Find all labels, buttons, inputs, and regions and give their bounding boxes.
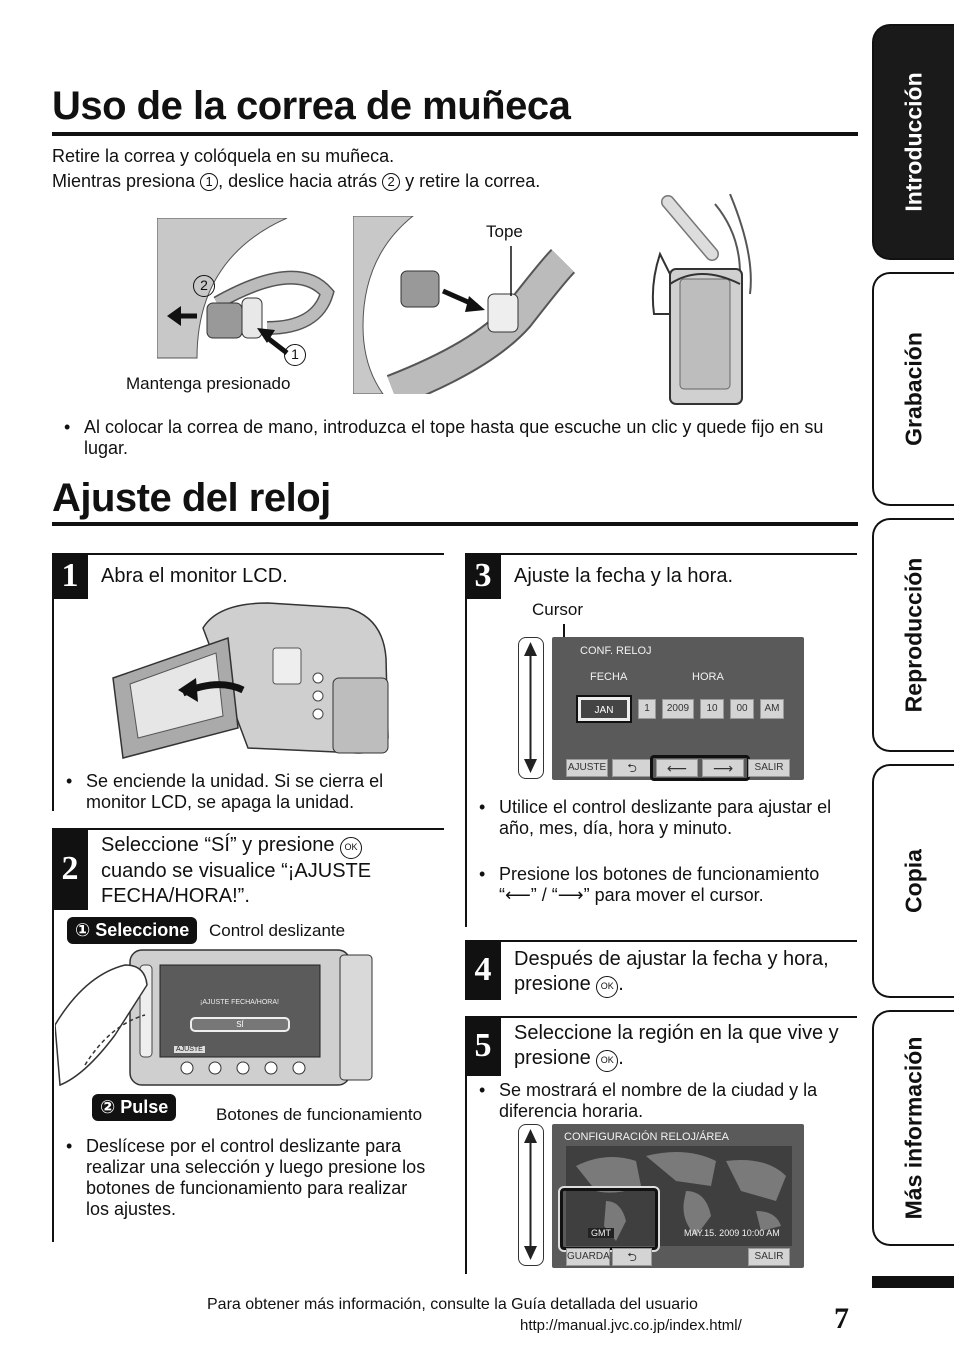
tab-introduccion[interactable]	[872, 24, 954, 260]
buttons-label: Botones de funcionamiento	[216, 1105, 423, 1124]
select-label: ① Seleccione	[67, 917, 197, 944]
step-rule	[52, 553, 444, 555]
back-button[interactable]: ⮌	[612, 1248, 652, 1266]
up-down-arrow-icon	[519, 638, 542, 777]
strap-instruction-2	[52, 169, 540, 194]
step-3-text: Ajuste la fecha y la hora.	[514, 565, 734, 587]
lcd-date-label: FECHA	[590, 671, 628, 683]
tab-mas-informacion[interactable]	[872, 1010, 954, 1246]
step-3-number: 3	[465, 553, 501, 599]
area-setting-screen	[552, 1124, 804, 1268]
tab-label: Reproducción	[900, 557, 927, 713]
step-5-text	[514, 1021, 844, 1072]
up-down-arrow-icon	[519, 1125, 542, 1264]
day-field[interactable]: 1	[638, 699, 656, 719]
tab-copia[interactable]	[872, 764, 954, 998]
text-part: Seleccione la región en la que vive y presione	[514, 1022, 839, 1069]
clock-setting-screen	[552, 637, 804, 780]
tab-reproduccion[interactable]	[872, 518, 954, 752]
year-field[interactable]: 2009	[662, 699, 694, 719]
month-field[interactable]: JAN	[578, 697, 630, 721]
press-label: ② Pulse	[92, 1094, 176, 1121]
text-part: Seleccione “SÍ” y presione	[101, 834, 341, 856]
page-number: 7	[834, 1302, 849, 1335]
save-button[interactable]: GUARDA	[566, 1248, 610, 1266]
minute-field[interactable]: 00	[730, 699, 754, 719]
marker-2: 2	[193, 275, 215, 297]
text-part: .	[618, 973, 624, 995]
hand-strap-illustration	[640, 194, 755, 406]
clock-section-title: Ajuste del reloj	[52, 476, 331, 520]
lcd-prompt-title: ¡AJUSTE FECHA/HORA!	[200, 999, 279, 1006]
step-3-note-1: • Utilice el control deslizante para ajustar el año, mes, día, hora y minuto.	[469, 797, 839, 839]
slider-label: Control deslizante	[209, 921, 346, 940]
step-rule	[465, 940, 857, 942]
strap-illustration-2	[353, 216, 593, 394]
tab-grabacion[interactable]	[872, 272, 954, 506]
step-rule	[465, 553, 857, 555]
hold-label: Mantenga presionado	[126, 374, 291, 393]
step-2-note: • Deslícese por el control deslizante para realizar una selección y luego presione los botones de funcionamiento para realizar los ajustes.	[56, 1136, 426, 1220]
step-2-number: 2	[52, 828, 88, 910]
text-part: y retire la correa.	[400, 171, 541, 191]
step-1-note: • Se enciende la unidad. Si se cierra el monitor LCD, se apaga la unidad.	[56, 771, 446, 813]
slider-control[interactable]	[518, 1124, 544, 1266]
text-part: cuando se visualice “¡AJUSTE FECHA/HORA!”.	[101, 860, 372, 907]
left-arrow-button[interactable]: ⟵	[656, 759, 698, 777]
lcd-set-label: AJUSTE	[176, 1046, 203, 1053]
strap-instruction-1: Retire la correa y colóquela en su muñeca.	[52, 146, 395, 166]
cursor-label: Cursor	[532, 600, 584, 619]
camcorder-illustration	[108, 598, 393, 760]
text-part: Después de ajustar la fecha y hora, presione	[514, 948, 829, 995]
lcd-yes-option[interactable]: SÍ	[190, 1017, 290, 1032]
strap-note: • Al colocar la correa de mano, introduzca el tope hasta que escuche un clic y quede fijo en su lugar.	[54, 417, 824, 459]
step-1-text: Abra el monitor LCD.	[101, 565, 288, 587]
exit-button[interactable]: SALIR	[748, 1248, 790, 1266]
hour-field[interactable]: 10	[700, 699, 724, 719]
marker-1: 1	[284, 344, 306, 366]
page-marker-bar	[872, 1276, 954, 1288]
ampm-field[interactable]: AM	[760, 699, 784, 719]
text-part: , deslice hacia atrás	[218, 171, 383, 191]
text-part: Mientras presiona	[52, 171, 201, 191]
step-3-note-2: • Presione los botones de funcionamiento “⟵” / “⟶” para mover el cursor.	[469, 864, 859, 906]
gmt-label: GMT	[588, 1228, 614, 1238]
circle-number-1: 1	[200, 173, 218, 191]
strap-illustration-1	[157, 218, 337, 363]
stop-label: Tope	[486, 222, 523, 241]
footer-url[interactable]: http://manual.jvc.co.jp/index.html/	[520, 1317, 742, 1334]
lcd-time-label: HORA	[692, 671, 724, 683]
footer-info: Para obtener más información, consulte la Guía detallada del usuario	[207, 1296, 698, 1313]
slider-control[interactable]	[518, 637, 544, 779]
step-side-rule	[465, 553, 467, 927]
step-4-number: 4	[465, 940, 501, 1000]
ok-icon: OK	[340, 837, 362, 859]
ok-icon: OK	[596, 1050, 618, 1072]
ok-icon: OK	[596, 976, 618, 998]
tab-label: Más información	[900, 1036, 927, 1220]
exit-button[interactable]: SALIR	[748, 759, 790, 777]
text-part: .	[618, 1047, 624, 1069]
step-1-number: 1	[52, 553, 88, 599]
lcd-title: CONFIGURACIÓN RELOJ/ÁREA	[564, 1131, 730, 1143]
tab-label: Grabación	[900, 332, 927, 446]
lcd-title: CONF. RELOJ	[580, 645, 652, 657]
step-rule	[465, 1016, 857, 1018]
title-rule	[52, 132, 858, 136]
right-arrow-button[interactable]: ⟶	[702, 759, 744, 777]
tab-label: Introducción	[900, 72, 927, 212]
step-5-number: 5	[465, 1016, 501, 1076]
step-4-text	[514, 947, 834, 998]
title-rule	[52, 522, 858, 526]
time-zone-highlight	[560, 1188, 658, 1250]
tab-label: Copia	[900, 849, 927, 913]
lcd-datetime: MAY.15. 2009 10:00 AM	[684, 1228, 780, 1238]
back-button[interactable]: ⮌	[612, 759, 652, 777]
strap-section-title: Uso de la correa de muñeca	[52, 84, 571, 128]
step-2-text	[101, 833, 431, 909]
step-rule	[52, 828, 444, 830]
set-button[interactable]: AJUSTE	[566, 759, 608, 777]
circle-number-2: 2	[382, 173, 400, 191]
step-5-note: • Se mostrará el nombre de la ciudad y la diferencia horaria.	[469, 1080, 859, 1122]
